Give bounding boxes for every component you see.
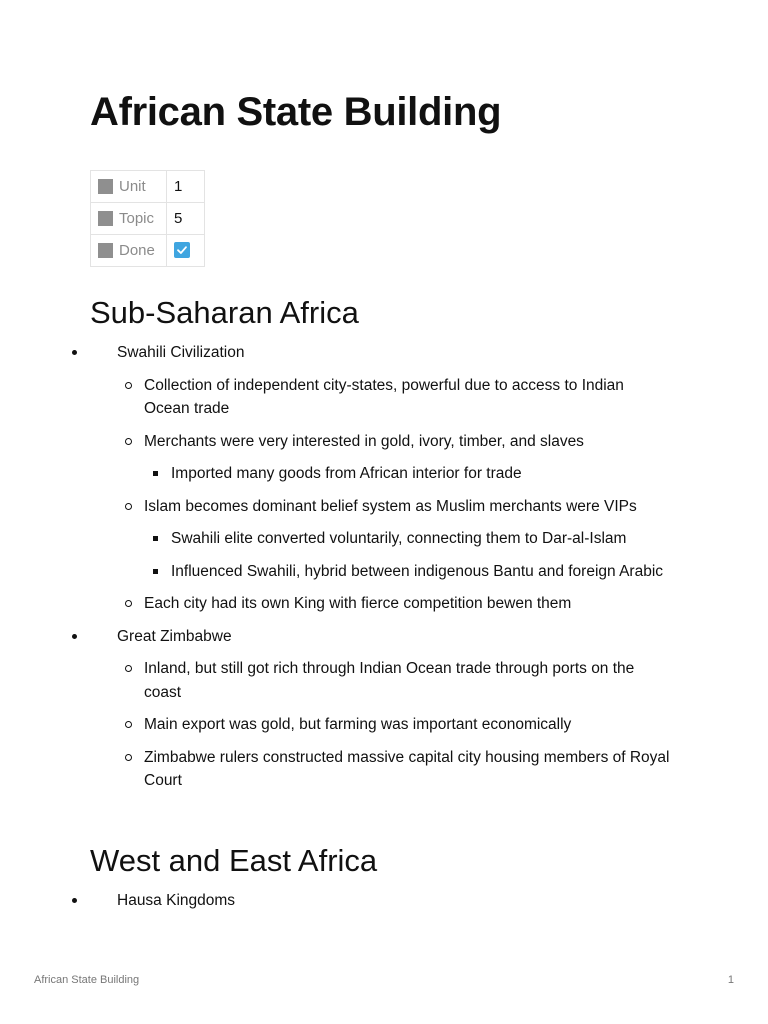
property-row-topic	[91, 203, 205, 235]
property-type-icon	[98, 211, 113, 226]
section-list	[90, 341, 670, 802]
bullet-square-icon	[153, 471, 158, 476]
list-item-text: Main export was gold, but farming was important economically	[144, 716, 572, 733]
property-row-unit	[91, 171, 205, 203]
list-item-text: Collection of independent city-states, powerful due to access to Indian Ocean trade	[144, 376, 624, 417]
property-key-done	[91, 235, 167, 267]
bullet-disc-icon	[72, 350, 77, 355]
bullet-square-icon	[153, 536, 158, 541]
list-item-text: Swahili elite converted voluntarily, connecting them to Dar-al-Islam	[171, 530, 627, 547]
list-item	[90, 341, 670, 616]
bullet-disc-icon	[72, 898, 77, 903]
list-item	[171, 462, 670, 486]
bullet-circle-icon	[125, 503, 132, 510]
bullet-circle-icon	[125, 665, 132, 672]
list-item-text: Zimbabwe rulers constructed massive capital city housing members of Royal Court	[144, 748, 670, 789]
checkmark-icon	[176, 244, 188, 256]
section-heading: Sub-Saharan Africa	[90, 295, 359, 330]
property-type-icon	[98, 243, 113, 258]
property-row-done	[91, 235, 205, 267]
property-label: Unit	[119, 178, 146, 195]
list-item	[171, 560, 670, 584]
bullet-circle-icon	[125, 721, 132, 728]
list-item-text: Influenced Swahili, hybrid between indigenous Bantu and foreign Arabic	[171, 562, 664, 580]
list-item	[144, 657, 670, 704]
bullet-circle-icon	[125, 382, 132, 389]
section-heading: West and East Africa	[90, 843, 378, 878]
bullet-square-icon	[153, 569, 158, 574]
page-number: 1	[727, 974, 734, 986]
list-item	[144, 430, 670, 486]
list-item	[90, 625, 670, 793]
list-item-text: Great Zimbabwe	[117, 627, 232, 645]
list-item	[90, 889, 670, 913]
list-item	[144, 374, 670, 421]
property-value-topic[interactable]: 5	[167, 203, 205, 235]
property-value-unit[interactable]: 1	[167, 171, 205, 203]
list-item-text: Inland, but still got rich through Indian Ocean trade through ports on the coast	[144, 660, 635, 701]
property-key-unit	[91, 171, 167, 203]
list-item	[144, 592, 670, 616]
property-label: Topic	[119, 210, 155, 227]
properties-table	[90, 170, 205, 267]
list-item-text: Islam becomes dominant belief system as Muslim merchants were VIPs	[144, 497, 637, 515]
property-type-icon	[98, 179, 113, 194]
property-value-done	[167, 235, 205, 267]
bullet-circle-icon	[125, 754, 132, 761]
property-label: Done	[119, 242, 155, 259]
list-item	[144, 495, 670, 584]
list-item	[171, 527, 670, 551]
done-checkbox[interactable]	[174, 242, 190, 258]
section-list	[90, 889, 670, 922]
page-title: African State Building	[90, 90, 502, 134]
bullet-circle-icon	[125, 600, 132, 607]
bullet-circle-icon	[125, 438, 132, 445]
list-item-text: Imported many goods from African interior for trade	[171, 465, 522, 482]
list-item	[144, 746, 670, 793]
list-item-text: Swahili Civilization	[117, 344, 245, 361]
list-item	[144, 713, 670, 737]
list-item-text: Each city had its own King with fierce competition bewen them	[144, 595, 572, 612]
footer-title: African State Building	[34, 974, 140, 986]
bullet-disc-icon	[72, 634, 77, 639]
list-item-text: Merchants were very interested in gold, ivory, timber, and slaves	[144, 432, 584, 450]
property-key-topic	[91, 203, 167, 235]
list-item-text: Hausa Kingdoms	[117, 892, 236, 909]
